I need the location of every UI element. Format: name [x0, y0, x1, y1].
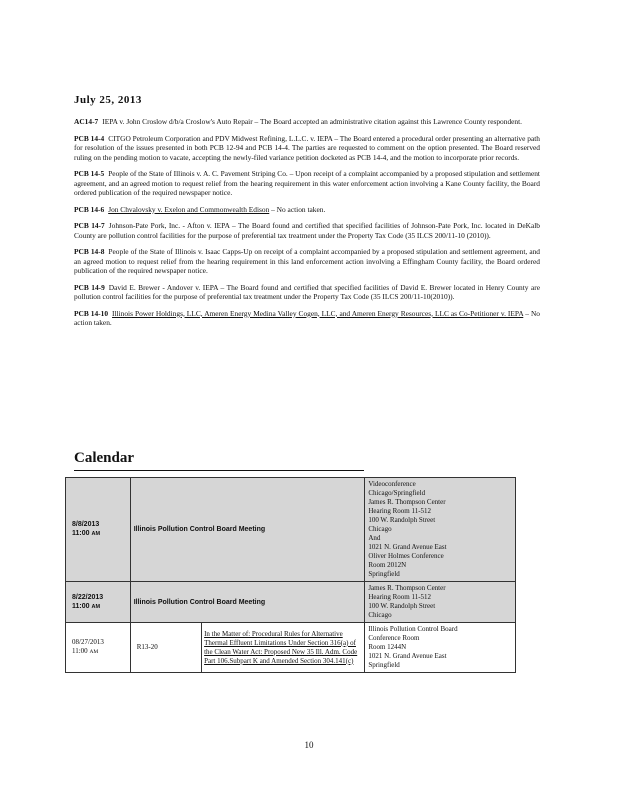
action-entries [74, 110, 540, 330]
entry-text: People of the State of Illinois v. A. C. Pavement Striping Co. – Upon receipt of a complaint accompanied by a proposed stipulation and settlement agreement, and an agreed motion to request relief from the hearing requirement in this water enforcement action involving a Kane County facility, the Board ordered publication of the required newspaper notice. [74, 169, 540, 197]
entry-text: – No action taken. [269, 204, 326, 214]
entry-number: PCB 14-10 [74, 308, 109, 318]
entry-text: People of the State of Illinois v. Isaac Capps-Up on receipt of a complaint accompanied by a proposed stipulation and settlement agreement, and an agreed motion to request relief from the hearing requirement in this land enforcement action involving a Effingham County facility, the Board ordered publication of the required newspaper notice. [74, 247, 540, 275]
entry-number: PCB 14-7 [74, 221, 105, 231]
event-name: Illinois Pollution Control Board Meeting [130, 582, 365, 623]
calendar-divider [74, 470, 364, 471]
event-location: James R. Thompson Center Hearing Room 11-512 100 W. Randolph Street Chicago [365, 582, 516, 623]
entry-number: AC14-7 [74, 117, 99, 127]
event-location: Videoconference Chicago/Springfield James R. Thompson Center Hearing Room 11-512 100 W. Randolph Street Chicago And 1021 N. Grand Avenue East Oliver Holmes Conference Room 2012N Springfield [365, 478, 516, 582]
entry-number: PCB 14-6 [74, 204, 105, 214]
event-datetime [66, 582, 131, 623]
event-time: 11:00 AM [72, 647, 99, 655]
entry [74, 169, 540, 197]
entry-text: David E. Brewer - Andover v. IEPA – The Board found and certified that specified facilities of David E. Brewer located in Henry County are pollution control facilities for the purpose of preferential tax treatment under the Property Tax Code (35 ILCS 200/11-10(2010)). [74, 282, 540, 301]
entry-number: PCB 14-8 [74, 247, 105, 257]
event-datetime [66, 623, 131, 673]
event-location: Illinois Pollution Control Board Conference Room Room 1244N 1021 N. Grand Avenue East Springfield [365, 623, 516, 673]
page-number: 10 [304, 740, 314, 750]
entry [74, 205, 540, 214]
entry-case-title: Jon Chvalovsky v. Exelon and Commonwealth Edison [108, 204, 270, 214]
entry [74, 134, 540, 162]
entry [74, 221, 540, 240]
entry-text: IEPA v. John Croslow d/b/a Croslow's Auto Repair – The Board accepted an administrative citation against this Lawrence County respondent. [102, 117, 523, 127]
event-datetime [66, 478, 131, 582]
entry [74, 247, 540, 275]
entry-text: Johnson-Pate Pork, Inc. - Afton v. IEPA – The Board found and certified that specified facilities of Johnson-Pate Pork, Inc. located in DeKalb County are pollution control facilities for the purpose of preferential tax treatment under the Property Tax Code (35 ILCS 200/11-10 (2010)). [74, 221, 540, 240]
entry-number: PCB 14-5 [74, 169, 105, 179]
event-docket: R13-20 [130, 623, 201, 673]
event-name: Illinois Pollution Control Board Meeting [130, 478, 365, 582]
event-date: 8/22/2013 [72, 593, 104, 601]
entry-number: PCB 14-9 [74, 282, 105, 292]
event-date: 08/27/2013 [72, 638, 104, 646]
date-heading: July 25, 2013 [74, 94, 142, 106]
table-row [66, 582, 516, 623]
event-time: 11:00 AM [72, 602, 101, 610]
event-date: 8/8/2013 [72, 521, 100, 528]
table-row [66, 478, 516, 582]
event-time: 11:00 AM [72, 530, 101, 537]
calendar-title: Calendar [74, 450, 134, 466]
entry [74, 283, 540, 302]
entry-text: CITGO Petroleum Corporation and PDV Midwest Refining, L.L.C. v. IEPA – The Board entered a procedural order presenting an alternative path for resolution of the issues presented in both PCB 12-94 and PCB 14-4. The parties are requested to comment on the option presented. The Board reserved ruling on the pending motion to vacate, accepting the newly-filed variance petition docketed as PCB 14-4, and the motion to incorporate prior records. [74, 134, 540, 162]
entry [74, 117, 540, 126]
event-matter: In the Matter of: Procedural Rules for Alternative Thermal Effluent Limitations Under Section 316(a) of the Clean Water Act: Proposed New 35 Ill. Adm. Code Part 106.Subpart K and Amended Section 304.141(c) [202, 623, 365, 673]
entry-case-title: Illinois Power Holdings, LLC, Ameren Energy Medina Valley Cogen, LLC, and Ameren Energy Resources, LLC as Co-Petitioner v. IEPA [112, 308, 524, 318]
entry [74, 309, 540, 328]
entry-text: – No action taken. [74, 308, 541, 327]
table-row [66, 623, 516, 673]
calendar-table [65, 477, 516, 673]
entry-number: PCB 14-4 [74, 134, 105, 144]
